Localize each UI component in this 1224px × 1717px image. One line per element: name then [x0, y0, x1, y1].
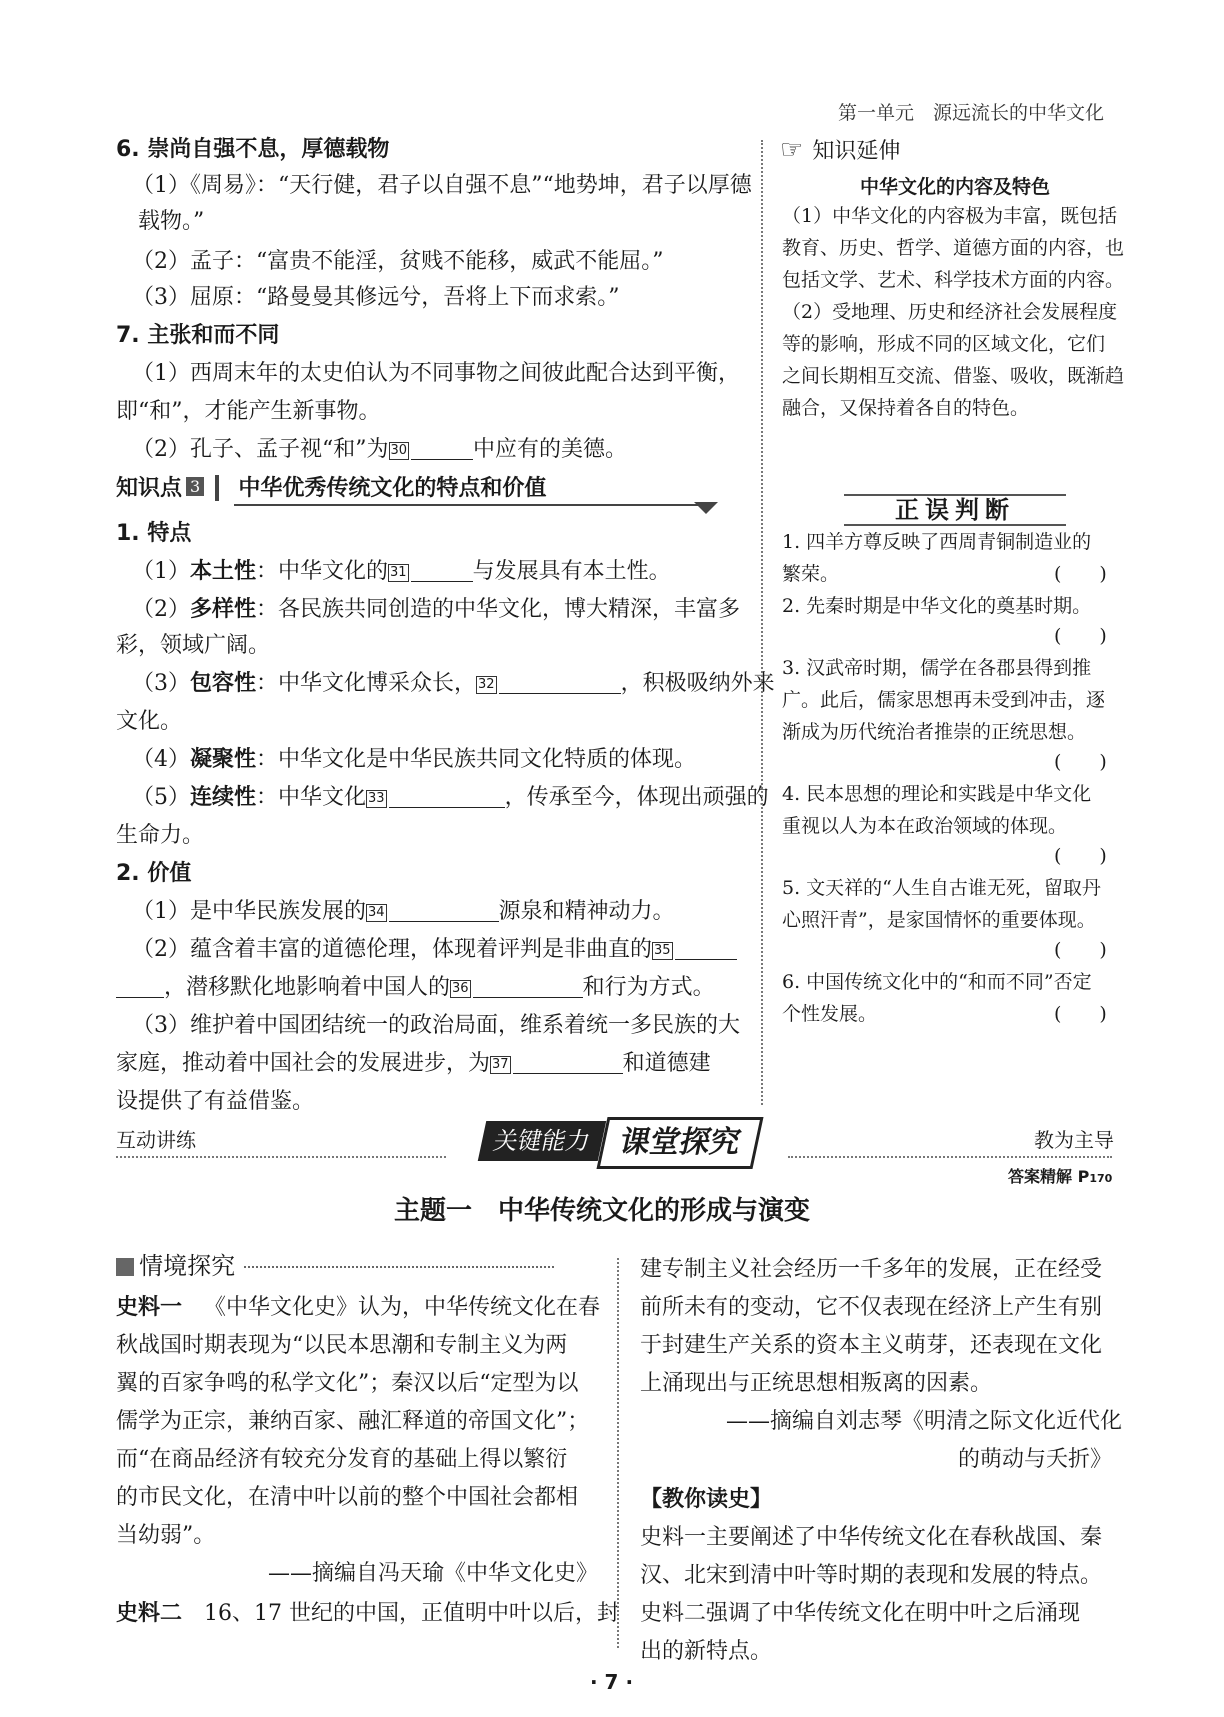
judge-line: 5. 文天祥的“人生自古谁无死，留取丹: [782, 877, 1101, 899]
banner-dark-label: 关键能力: [478, 1121, 607, 1161]
judge-line: 2. 先秦时期是中华文化的奠基时期。: [782, 595, 1092, 617]
source-1-line: 当幼弱”。: [116, 1523, 216, 1548]
answer-reference: 答案精解 P170: [1008, 1167, 1113, 1186]
feature-5-cont: 生命力。: [116, 823, 205, 848]
value-1: （1）是中华民族发展的 34 源泉和精神动力。: [132, 899, 675, 924]
fill-blank[interactable]: [411, 557, 473, 582]
banner-right-rule: [788, 1156, 1112, 1158]
teach-line: 汉、北宋到清中叶等时期的表现和发展的特点。: [640, 1563, 1103, 1588]
extension-line: 教育、历史、哲学、道德方面的内容，也: [782, 237, 1125, 259]
section-6-title: 6. 崇尚自强不息，厚德载物: [116, 137, 390, 162]
section-7-title: 7. 主张和而不同: [116, 323, 280, 348]
answer-paren[interactable]: ( ): [1054, 845, 1107, 867]
teach-line: 史料一主要阐述了中华传统文化在春秋战国、秦: [640, 1525, 1103, 1550]
fill-blank[interactable]: [411, 435, 473, 460]
extension-line: （1）中华文化的内容极为丰富，既包括: [782, 205, 1118, 227]
judge-line: 繁荣。: [782, 563, 840, 585]
answer-paren[interactable]: ( ): [1054, 1003, 1107, 1025]
teach-line: 出的新特点。: [640, 1639, 773, 1664]
topic-title: 主题一 中华传统文化的形成与演变: [394, 1196, 811, 1226]
source-2-first: 史料二 16、17 世纪的中国，正值明中叶以后，封: [116, 1601, 619, 1626]
kp-number: 3: [186, 477, 204, 496]
judge-line: 渐成为历代统治者推崇的正统思想。: [782, 721, 1087, 743]
source-2-label: 史料二: [116, 1601, 183, 1626]
extension-line: （2）受地理、历史和经济社会发展程度: [782, 301, 1118, 323]
fill-blank[interactable]: [116, 973, 164, 998]
banner-left-text: 互动讲练: [116, 1128, 196, 1152]
kp-label: 知识点: [116, 476, 183, 501]
judge-line: 6. 中国传统文化中的“和而不同”否定: [782, 971, 1092, 993]
answer-paren[interactable]: ( ): [1054, 751, 1107, 773]
value-heading: 2. 价值: [116, 861, 192, 886]
column-divider: [761, 140, 763, 1105]
knowledge-point-header: [116, 472, 716, 506]
kp-title: 中华优秀传统文化的特点和价值: [238, 476, 547, 501]
source-2-line: 于封建生产关系的资本主义萌芽，还表现在文化: [640, 1333, 1103, 1358]
judge-line: 1. 四羊方尊反映了西周青铜制造业的: [782, 531, 1092, 553]
judge-line: 个性发展。: [782, 1003, 878, 1025]
source-1-first: 史料一 《中华文化史》认为，中华传统文化在春: [116, 1295, 601, 1320]
value-3-cont2: 设提供了有益借鉴。: [116, 1089, 315, 1114]
s6-line4: （3）屈原：“路曼曼其修远兮，吾将上下而求索。”: [132, 285, 620, 310]
judge-line: 心照汗青”，是家国情怀的重要体现。: [782, 909, 1096, 931]
s6-line3: （2）孟子：“富贵不能淫，贫贱不能移，威武不能屈。”: [132, 249, 664, 274]
feature-2-cont: 彩，领域广阔。: [116, 633, 271, 658]
banner-light-label: 课堂探究: [596, 1117, 763, 1169]
fill-blank[interactable]: [499, 669, 621, 694]
judge-line: 重视以人为本在政治领域的体现。: [782, 815, 1068, 837]
teach-line: 史料二强调了中华传统文化在明中叶之后涌现: [640, 1601, 1081, 1626]
s6-line1: （1）《周易》：“天行健，君子以自强不息”“地势坤，君子以厚德: [132, 173, 752, 198]
square-icon: [116, 1258, 134, 1276]
fill-blank[interactable]: [473, 973, 583, 998]
answer-paren[interactable]: ( ): [1054, 625, 1107, 647]
unit-header: 第一单元 源远流长的中华文化: [838, 102, 1105, 124]
answer-paren[interactable]: ( ): [1054, 563, 1107, 585]
page-number: · 7 ·: [590, 1670, 634, 1694]
source-1-line: 秋战国时期表现为“以民本思潮和专制主义为两: [116, 1333, 568, 1358]
extension-line: 包括文学、艺术、科学技术方面的内容。: [782, 269, 1125, 291]
situation-heading: 情境探究: [116, 1246, 596, 1281]
knowledge-extension: [780, 134, 900, 165]
source-2-line: 建专制主义社会经历一千多年的发展，正在经受: [640, 1257, 1103, 1282]
blank-number: 30: [390, 443, 408, 458]
s7-line2: 即“和”，才能产生新事物。: [116, 399, 381, 424]
extension-line: 之间长期相互交流、借鉴、吸收，既渐趋: [782, 365, 1125, 387]
s6-line2: 载物。”: [138, 209, 205, 234]
banner-right-text: 教为主导: [1034, 1128, 1114, 1152]
source-1-line: 儒学为正宗，兼纳百家、融汇释道的帝国文化”；: [116, 1409, 590, 1434]
source-1-line: 的市民文化，在清中叶以前的整个中国社会都相: [116, 1485, 579, 1510]
extension-line: 融合，又保持着各自的特色。: [782, 397, 1030, 419]
source-2-line: 前所未有的变动，它不仅表现在经济上产生有别: [640, 1295, 1103, 1320]
teach-title: 【教你读史】: [640, 1487, 773, 1512]
judge-line: 3. 汉武帝时期，儒学在各郡县得到推: [782, 657, 1092, 679]
column-divider-bottom: [617, 1258, 619, 1648]
source-1-line: 而“在商品经济有较充分发育的基础上得以繁衍: [116, 1447, 568, 1472]
fill-blank[interactable]: [389, 897, 499, 922]
extension-line: 等的影响，形成不同的区域文化，它们: [782, 333, 1106, 355]
feature-4: （4）凝聚性：中华文化是中华民族共同文化特质的体现。: [132, 747, 697, 772]
source-2-citation: ——摘编自刘志琴《明清之际文化近代化: [726, 1409, 1123, 1434]
fill-blank[interactable]: [513, 1049, 623, 1074]
extension-title: 知识延伸: [812, 139, 901, 164]
feature-2: （2）多样性：各民族共同创造的中华文化，博大精深，丰富多: [132, 597, 741, 622]
feature-3: （3）包容性：中华文化博采众长， 32 ，积极吸纳外来: [132, 671, 775, 696]
feature-1: （1）本土性：中华文化的 31 与发展具有本土性。: [132, 559, 671, 584]
extension-subtitle: 中华文化的内容及特色: [860, 176, 1051, 198]
source-1-label: 史料一: [116, 1295, 183, 1320]
answer-paren[interactable]: ( ): [1054, 939, 1107, 961]
fill-blank[interactable]: [389, 783, 505, 808]
value-3: （3）维护着中国团结统一的政治局面，维系着统一多民族的大: [132, 1013, 740, 1038]
s7-line1: （1）西周末年的太史伯认为不同事物之间彼此配合达到平衡，: [132, 361, 740, 386]
pointing-hand-icon: ☞: [780, 135, 804, 165]
source-2-citation-cont: 的萌动与夭折》: [958, 1447, 1113, 1472]
value-2: （2）蕴含着丰富的道德伦理，体现着评判是非曲直的 35: [132, 932, 737, 968]
fill-blank[interactable]: [675, 935, 737, 960]
s7-line3: （2）孔子、孟子视“和”为 30 中应有的美德。: [132, 437, 628, 462]
source-2-line: 上涌现出与正统思想相叛离的因素。: [640, 1371, 993, 1396]
feature-heading: 1. 特点: [116, 521, 192, 546]
judge-line: 4. 民本思想的理论和实践是中华文化: [782, 783, 1092, 805]
value-2-cont: ，潜移默化地影响着中国人的 36 和行为方式。: [116, 970, 715, 1006]
banner-left-rule: [116, 1156, 446, 1158]
value-3-cont: 家庭，推动着中国社会的发展进步，为 37 和道德建: [116, 1051, 711, 1076]
feature-5: （5）连续性：中华文化 33 ，传承至今，体现出顽强的: [132, 785, 769, 810]
source-1-line: 翼的百家争鸣的私学文化”；秦汉以后“定型为以: [116, 1371, 579, 1396]
source-1-citation: ——摘编自冯天瑜《中华文化史》: [268, 1561, 599, 1586]
feature-3-cont: 文化。: [116, 709, 183, 734]
judge-title: 正误判断: [844, 494, 1066, 526]
judge-line: 广。此后，儒家思想再未受到冲击，逐: [782, 689, 1106, 711]
